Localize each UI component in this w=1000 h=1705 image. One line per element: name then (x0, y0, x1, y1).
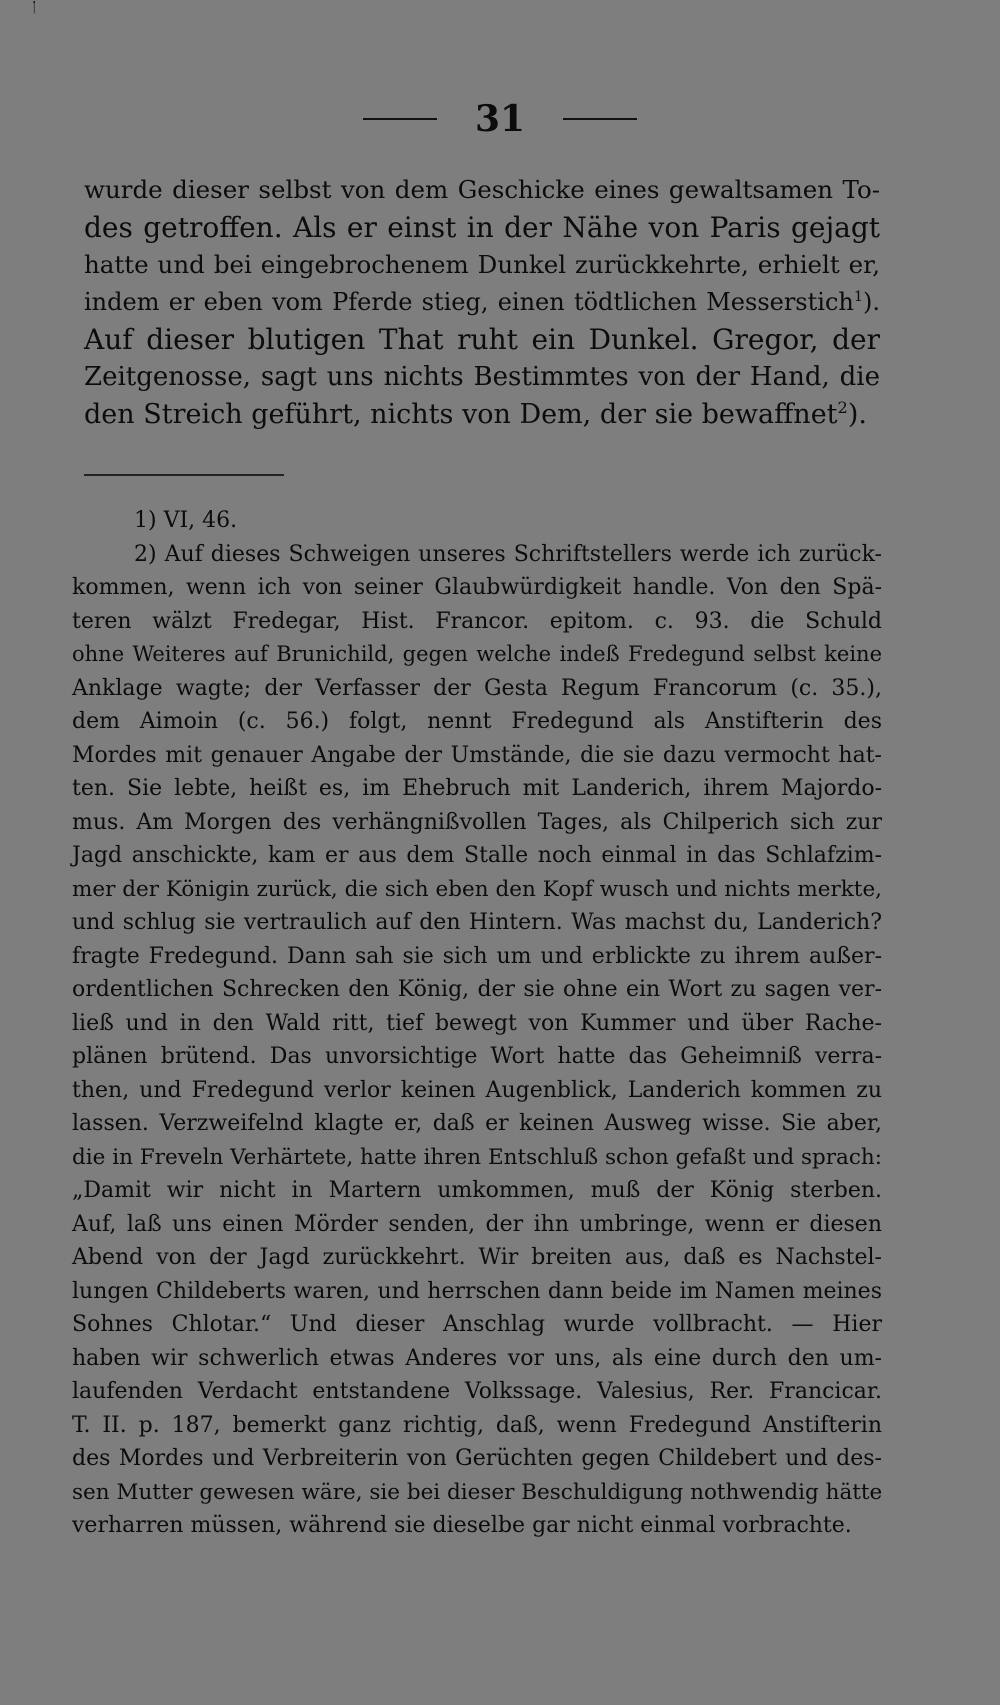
main-line: Zeitgenosse, sagt uns nichts Bestimmtes von der Hand, die (84, 361, 880, 392)
footnote-2-line: die in Freveln Verhärtete, hatte ihren Entschluß schon gefaßt und sprach: (72, 1144, 882, 1170)
footnotes (72, 504, 882, 1543)
footnote-separator (84, 474, 284, 476)
footnote-2-line: dem Aimoin (c. 56.) folgt, nennt Fredegund als Anstifterin des (72, 709, 882, 734)
footnote-2-line: Auf, laß uns einen Mörder senden, der ihn umbringe, wenn er diesen (72, 1211, 882, 1237)
header-rule-left (363, 118, 437, 120)
main-line: des getroffen. Als er einst in der Nähe von Paris gejagt (84, 210, 880, 244)
footnote-2-line: then, und Fredegund verlor keinen Augenblick, Landerich kommen zu (72, 1077, 882, 1103)
main-line: Auf dieser blutigen That ruht ein Dunkel. Gregor, der (84, 323, 880, 356)
footnote-2-line: Anklage wagte; der Verfasser der Gesta Regum Francorum (c. 35.), (72, 675, 882, 701)
footnote-2-line: plänen brütend. Das unvorsichtige Wort hatte das Geheimniß verra- (72, 1044, 882, 1069)
footnote-2-line: Abend von der Jagd zurückkehrt. Wir breiten aus, daß es Nachstel- (72, 1245, 882, 1270)
footnote-2-line: ließ und in den Wald ritt, tief bewegt von Kummer und über Rache- (72, 1010, 882, 1036)
footnote-2-line: mus. Am Morgen des verhängnißvollen Tages, als Chilperich sich zur (72, 809, 882, 835)
footnote-2-line: verharren müssen, während sie dieselbe gar nicht einmal vorbrachte. (72, 1513, 852, 1538)
footnote-2-line: und schlug sie vertraulich auf den Hintern. Was machst du, Landerich? (72, 910, 882, 935)
footnote-2-line: mer der Königin zurück, die sich eben den Kopf wusch und nichts merkte, (72, 876, 882, 902)
main-line-text: den Streich geführt, nichts von Dem, der sie bewaffnet (84, 399, 838, 430)
main-line-tail: ). (847, 399, 867, 430)
footnote-2-line: lassen. Verzweifelnd klagte er, daß er keinen Ausweg wisse. Sie aber, (72, 1111, 882, 1136)
footnote-2-line: ten. Sie lebte, heißt es, im Ehebruch mit Landerich, ihrem Majordo- (72, 776, 882, 801)
main-text (84, 171, 880, 434)
footnote-1: 1) VI, 46. (134, 508, 238, 533)
main-line-tail: ). (863, 287, 880, 316)
main-line: wurde dieser selbst von dem Geschicke eines gewaltsamen To- (84, 175, 880, 204)
footnote-2-line: lungen Childeberts waren, und herrschen dann beide im Namen meines (72, 1278, 882, 1304)
main-line (84, 396, 880, 434)
footnote-2-line: Sohnes Chlotar.“ Und dieser Anschlag wurde vollbracht. — Hier (72, 1312, 882, 1337)
footnote-2-line: Jagd anschickte, kam er aus dem Stalle noch einmal in das Schlafzim- (72, 843, 882, 868)
footnote-2-line: ohne Weiteres auf Brunichild, gegen welche indeß Fredegund selbst keine (72, 642, 882, 666)
footnote-ref-1[interactable]: 1 (853, 288, 863, 305)
footnote-2-line: T. II. p. 187, bemerkt ganz richtig, daß, wenn Fredegund Anstifterin (72, 1412, 882, 1438)
footnote-2-line: teren wälzt Fredegar, Hist. Francor. epitom. c. 93. die Schuld (72, 608, 882, 634)
footnote-2-line: sen Mutter gewesen wäre, sie bei dieser Beschuldigung nothwendig hätte (72, 1479, 883, 1505)
header-rule-right (563, 118, 637, 120)
page-number: 31 (474, 98, 526, 140)
footnote-2-line: kommen, wenn ich von seiner Glaubwürdigkeit handle. Von den Spä- (72, 575, 882, 600)
footnote-2-line: des Mordes und Verbreiterin von Gerüchten gegen Childebert und des- (72, 1446, 882, 1471)
footnote-2-line: laufenden Verdacht entstandene Volkssage. Valesius, Rer. Francicar. (72, 1379, 882, 1404)
footnote-2-line: 2) Auf dieses Schweigen unseres Schriftstellers werde ich zurück- (134, 541, 882, 567)
main-line-text: indem er eben vom Pferde stieg, einen tödtlichen Messerstich (84, 287, 854, 316)
footnote-2-line: ordentlichen Schrecken den König, der sie ohne ein Wort zu sagen ver- (72, 977, 882, 1002)
footnote-2-line: „Damit wir nicht in Martern umkommen, muß der König sterben. (72, 1178, 882, 1203)
footnote-2-line: fragte Fredegund. Dann sah sie sich um und erblickte zu ihrem außer- (72, 943, 882, 969)
footnote-2-line: Mordes mit genauer Angabe der Umstände, die sie dazu vermocht hat- (72, 742, 882, 768)
main-line (84, 284, 880, 322)
corner-mark: ᛙ (30, 0, 39, 16)
page-header (0, 96, 1000, 142)
footnote-2 (72, 538, 882, 1543)
footnote-2-line: haben wir schwerlich etwas Anderes vor uns, als eine durch den um- (72, 1345, 882, 1371)
main-line: hatte und bei eingebrochenem Dunkel zurückkehrte, erhielt er, (84, 250, 880, 279)
footnote-ref-2[interactable]: 2 (837, 398, 848, 417)
